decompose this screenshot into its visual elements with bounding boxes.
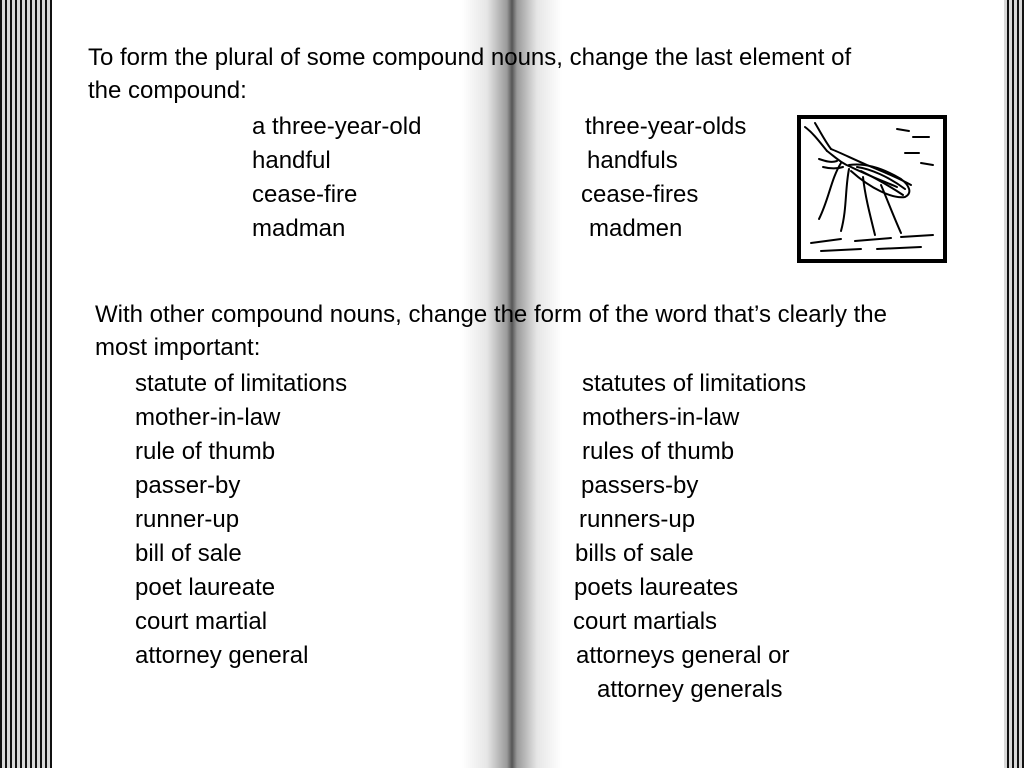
section2-singular-2: mother-in-law (135, 404, 281, 431)
section1-singular-3: cease-fire (252, 181, 358, 208)
book-spine-gutter (462, 0, 562, 768)
insect-illustration (797, 115, 947, 263)
insect-sketch-icon (801, 119, 943, 259)
section2-plural-6: bills of sale (575, 540, 694, 567)
section2-plural-3: rules of thumb (582, 438, 735, 465)
section2-plural-2: mothers-in-law (582, 404, 740, 431)
section2-plural-9-continuation: attorney generals (597, 676, 783, 703)
section1-plural-3: cease-fires (581, 181, 699, 208)
book-page-edges-right (1004, 0, 1024, 768)
section2-singular-6: bill of sale (135, 540, 242, 567)
section1-intro: To form the plural of some compound nouns, change the last element of the compound: (88, 44, 852, 104)
section2-plural-9: attorneys general or (576, 642, 790, 669)
section1-plural-1: three-year-olds (585, 113, 747, 140)
book-page-edges-left (0, 0, 52, 768)
section2-plural-5: runners-up (579, 506, 696, 533)
section2-singular-5: runner-up (135, 506, 240, 533)
section1-singular-2: handful (252, 147, 331, 174)
section2-singular-7: poet laureate (135, 574, 276, 601)
section1-singular-1: a three-year-old (252, 113, 422, 140)
section1-plural-2: handfuls (587, 147, 678, 174)
section1-singular-4: madman (252, 215, 346, 242)
section2-singular-3: rule of thumb (135, 438, 276, 465)
section2-intro: With other compound nouns, change the form of the word that’s clearly the most important: (95, 301, 887, 361)
section2-singular-1: statute of limitations (135, 370, 348, 397)
section2-singular-9: attorney general (135, 642, 309, 669)
section2-singular-8: court martial (135, 608, 268, 635)
section2-plural-7: poets laureates (574, 574, 739, 601)
section2-plural-1: statutes of limitations (582, 370, 807, 397)
section1-plural-4: madmen (589, 215, 683, 242)
section2-plural-4: passers-by (581, 472, 699, 499)
section2-singular-4: passer-by (135, 472, 241, 499)
section2-plural-8: court martials (573, 608, 718, 635)
